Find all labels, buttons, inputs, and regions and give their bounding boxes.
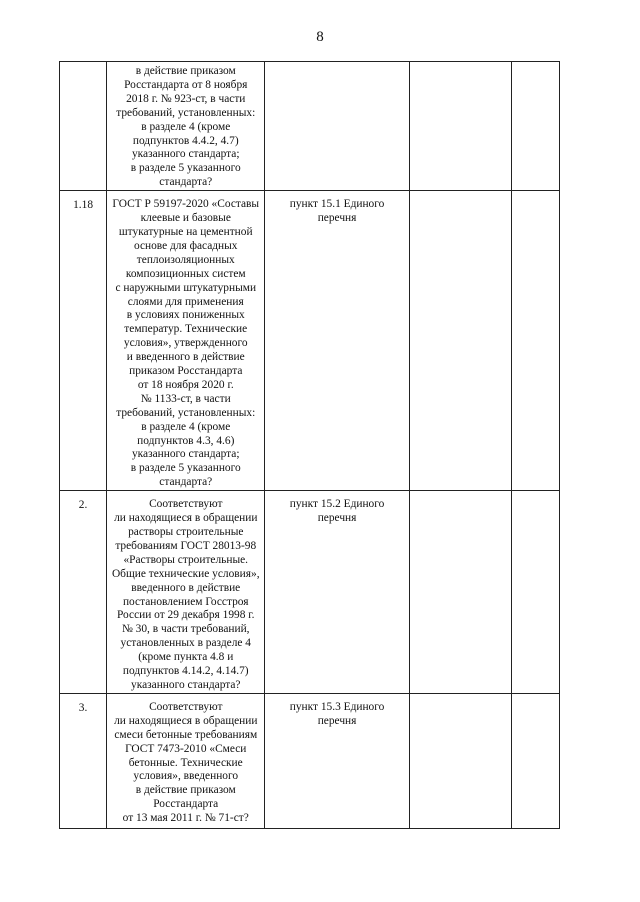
item-number-cell bbox=[60, 62, 107, 191]
table-row bbox=[60, 191, 560, 491]
requirement-text: в действие приказом Росстандарта от 8 ноября 2018 г. № 923-ст, в части требований, установленных: в разделе 4 (кроме подпунктов 4.4.2, 4.7) указанного стандарта; в разделе 5 указанного стандарта? bbox=[116, 65, 256, 189]
empty-cell bbox=[511, 191, 559, 491]
item-number: 3. bbox=[78, 701, 88, 714]
requirement-cell bbox=[107, 693, 265, 828]
page-number: 8 bbox=[316, 29, 324, 45]
empty-cell bbox=[409, 191, 511, 491]
reference-text: пункт 15.2 Единого перечня bbox=[289, 498, 385, 525]
requirements-table bbox=[59, 61, 560, 829]
empty-cell bbox=[409, 693, 511, 828]
item-number: 1.18 bbox=[73, 199, 94, 212]
empty-cell bbox=[409, 62, 511, 191]
reference-cell bbox=[265, 491, 409, 694]
item-number-cell bbox=[60, 191, 107, 491]
table-row bbox=[60, 693, 560, 828]
reference-text: пункт 15.3 Единого перечня bbox=[289, 700, 385, 727]
requirement-cell bbox=[107, 191, 265, 491]
empty-cell bbox=[511, 491, 559, 694]
reference-text: пункт 15.1 Единого перечня bbox=[289, 198, 385, 225]
empty-cell bbox=[511, 693, 559, 828]
reference-cell bbox=[265, 191, 409, 491]
table-row bbox=[60, 62, 560, 191]
reference-cell bbox=[265, 693, 409, 828]
requirement-text: Соответствуют ли находящиеся в обращении растворы строительные требованиям ГОСТ 28013-98 «Растворы строительные. Общие технические условия», введенного в действие постановлением Госстроя России от 29 декабря 1998 г. № 30, в части требований, установленных в разделе 4 (кроме пункта 4.8 и подпунктов 4.14.2, 4.14.7) указанного стандарта? bbox=[111, 498, 260, 691]
item-number-cell bbox=[60, 491, 107, 694]
item-number bbox=[60, 62, 106, 70]
requirement-text: ГОСТ Р 59197-2020 «Составы клеевые и базовые штукатурные на цементной основе для фасадных теплоизоляционных композиционных систем с наружными штукатурными слоями для применения в условиях пониженных температур. Технические условия», утвержденного и введенного в действие приказом Росстандарта от 18 ноября 2020 г. № 1133-ст, в части требований, установленных: в разделе 4 (кроме подпунктов 4.3, 4.6) указанного стандарта; в разделе 5 указанного стандарта? bbox=[112, 198, 260, 489]
item-number-cell bbox=[60, 693, 107, 828]
requirement-cell bbox=[107, 491, 265, 694]
requirement-cell bbox=[107, 62, 265, 191]
table-row bbox=[60, 491, 560, 694]
requirement-text: Соответствуют ли находящиеся в обращении смеси бетонные требованиям ГОСТ 7473-2010 «Смеси бетонные. Технические условия», введенного в действие приказом Росстандарта от 13 мая 2011 г. № 71-ст? bbox=[114, 700, 258, 825]
item-number: 2. bbox=[78, 499, 88, 512]
empty-cell bbox=[511, 62, 559, 191]
reference-cell bbox=[265, 62, 409, 191]
empty-cell bbox=[409, 491, 511, 694]
